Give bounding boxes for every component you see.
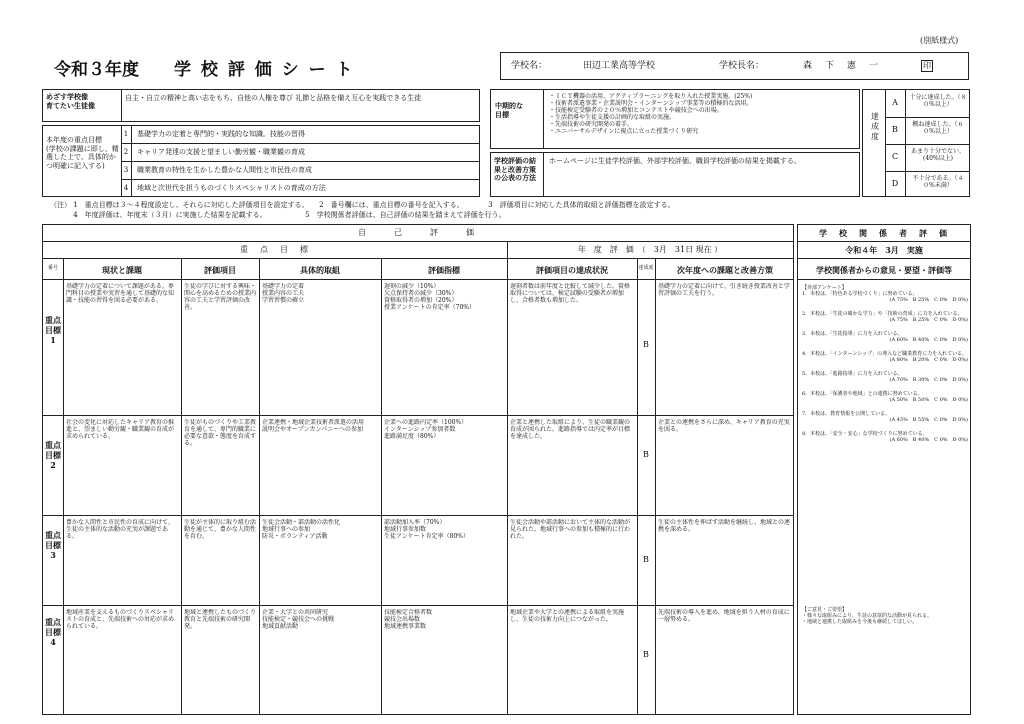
row-4-indicator: 技能検定合格者数 競技会出場数 地域連携事業数: [384, 609, 433, 630]
row-1-status: 遅刻者数は前年度と比較して減少した。資格取得については、検定試験の受験者が増加し、合格者数も増加した。: [510, 283, 631, 304]
row-1-next: 基礎学力の定着に向けて、引き続き授業改善と学習評価の工夫を行う。: [658, 283, 790, 297]
survey-title: 【外部アンケート】: [802, 285, 847, 291]
focus-no-3: 3: [123, 166, 129, 174]
stakeholder-col: 学校関係者からの意見・要望・評価等: [816, 265, 952, 275]
publication-text: ホームページに生徒学校評価、外部学校評価、職員学校評価の結果を掲載する。: [549, 157, 801, 165]
title-year: 令和３年度: [54, 60, 139, 80]
row-4-issue: 地域産業を支えるものづくりスペシャリストの育成と、先端技術への対応が求められている。: [66, 609, 175, 630]
opinion-line: ・様々な取組みにより、生徒の意欲的な活動が見られる。: [802, 613, 933, 619]
survey-line: (A 70% B 30% C 0% D 0%): [884, 377, 968, 383]
grading-box: [862, 89, 970, 197]
row-label-1: 重点目標1: [45, 315, 61, 345]
col-indicator: 評価指標: [428, 265, 460, 275]
midterm-box: [490, 89, 860, 149]
focus-box: [42, 125, 480, 197]
row-3-grade: B: [643, 555, 649, 564]
stakeholder-date: 令和４年 3月 実施: [845, 245, 923, 255]
row-4-status: 地域企業や大学との連携による取組を実施し、生徒の技術力向上につながった。: [510, 609, 625, 623]
stakeholder-panel: [797, 224, 971, 715]
col-item: 評価項目: [204, 265, 236, 275]
row-3-issue: 豊かな人間性と市民性の育成に向けて、生徒の主体的な活動の充実が課題である。: [66, 519, 174, 540]
school-name: 田辺工業高等学校: [583, 61, 656, 71]
survey-line: (A 60% B 40% C 0% D 0%): [884, 337, 968, 343]
survey-line: 3．本校は、「生徒指導」に力を入れている。: [802, 331, 903, 337]
row-3-next: 生徒の主体性を伸ばす活動を継続し、地域との連携を深める。: [658, 519, 791, 533]
col-grade: 達成度: [638, 265, 654, 271]
seal-mark: 印: [923, 61, 931, 70]
row-3-indicator: 部活動加入率（70%） 地域行事参加数 生徒アンケート肯定率（80%）: [384, 519, 469, 540]
survey-line: (A 45% B 55% C 0% D 0%): [884, 417, 968, 423]
publication-box: [490, 152, 860, 197]
survey-section: [802, 285, 968, 443]
principal-name: 森 下 憲 一: [803, 61, 881, 71]
row-2-next: 企業との連携をさらに深め、キャリア教育の充実を図る。: [658, 419, 790, 433]
focus-item-2: キャリア発達の支援と望ましい勤労観・職業観の育成: [137, 148, 305, 156]
row-4-item: 地域と連携したものづくり教育と先端技術の研究開発。: [184, 609, 257, 630]
col-issue: 現状と課題: [102, 265, 142, 275]
row-1-grade: B: [643, 340, 649, 349]
row-2-issue: 社会の変化に対応したキャリア教育の推進と、望ましい勤労観・職業観の育成が求められている。: [66, 419, 175, 440]
col-status: 評価項目の達成状況: [536, 265, 608, 275]
opinion-line: ・地域と連携した取組みを今後も継続してほしい。: [802, 619, 918, 625]
survey-line: (A 60% B 40% C 0% D 0%): [884, 437, 968, 443]
row-1-indicator: 遅刻の減少（10%） 欠点保持者の減少（30%） 資格取得者の増加（20%） 授業アンケートの肯定率（70%）: [384, 283, 475, 311]
row-3-item: 生徒が主体的に取り組む活動を通じて、豊かな人間性を育む。: [184, 519, 257, 540]
grade-b-desc: 概ね達成した。（６０%以上）: [912, 121, 964, 135]
focus-item-1: 基礎学力の定着と専門的・実践的な知識。技能の習得: [137, 130, 305, 138]
focus-item-4: 地域と次世代を担うものづくりスペシャリストの育成の方法: [137, 184, 326, 192]
row-label-4: 重点目標4: [45, 617, 61, 647]
self-eval-header: 自 己 評 価: [358, 228, 478, 237]
row-4-action: 企業・大学との共同研究 技能検定・競技会への挑戦 地域貢献活動: [262, 609, 335, 630]
survey-line: 5．本校は、「進路指導」に力を入れている。: [802, 371, 903, 377]
grade-a-desc: 十分に達成した。（８０%以上）: [909, 94, 967, 108]
midterm-list: [549, 93, 855, 135]
row-label-2: 重点目標2: [45, 440, 61, 470]
grading-side-label: 達成度: [871, 112, 879, 141]
midterm-item: ・生活指導や生徒支援の計画的な取組の実施。: [549, 114, 676, 121]
row-3-action: 生徒会活動・部活動の活性化 地域行事への参加 防災・ボランティア活動: [262, 519, 341, 540]
focus-no-4: 4: [123, 184, 129, 192]
focus-label: 本年度の重点目標 (学校の課題に即し、精選した上で、具体的かつ明確に記入する): [46, 136, 119, 170]
opinion-title: 【ご意見・ご要望】: [802, 607, 848, 613]
row-label-3: 重点目標3: [45, 530, 61, 560]
row-3-status: 生徒会活動や部活動において主体的な活動が見られた。地域行事への参加も積極的に行われた。: [510, 519, 631, 540]
row-2-item: 生徒がものづくりや工業教育を通して、専門的職業に必要な意欲・態度を育成する。: [184, 419, 257, 447]
col-next: 次年度への課題と改善方策: [677, 265, 773, 275]
survey-line: 1．本校は、「特色ある学校づくり」に努めている。: [802, 291, 918, 297]
grade-d: D: [891, 179, 899, 188]
row-1-action: 基礎学力の定着 授業内容の工夫 学習習慣の確立: [262, 283, 305, 304]
midterm-item: ・技能検定受験者の２０％増加とコンテストや競技会への出場。: [549, 107, 723, 114]
goal-box: [42, 89, 480, 122]
survey-line: 8．本校は、「安全・安心」な学校づくりに努めている。: [802, 431, 928, 437]
year-eval-header: 年 度 評 価 （ 3月 31日 現在 ）: [577, 245, 723, 254]
survey-line: (A 75% B 25% C 0% D 0%): [884, 297, 968, 303]
note-line-1: （注） 1 重点目標は３～４程度設定し、それらに対応した評価項目を設定する。 2 番号欄には、重点目標の番号を記入する。 3 評価項目に対応した具体的取組と評価指標を設定する。: [50, 201, 675, 209]
survey-line: 4．本校は、「インターンシップ」の導入など職業教育に力を入れている。: [802, 351, 968, 357]
focus-no-1: 1: [123, 130, 129, 138]
self-eval-table: [42, 224, 794, 715]
midterm-item: ・技術者派遣事業・企業説明会・インターンシップ事業等の積極的な活用。: [549, 100, 753, 107]
row-2-status: 企業と連携した取組により、生徒の職業観の育成が図られた。進路指導では内定率が目標を達成した。: [510, 419, 631, 440]
focus-item-3: 職業教育の特性を生かした豊かな人間性と市民性の育成: [137, 166, 312, 174]
survey-line: 6．本校は、「保護者や地域」との連携に努めている。: [802, 391, 923, 397]
focus-no-2: 2: [123, 148, 129, 156]
midterm-label: 中期的な 目標: [495, 102, 523, 119]
row-1-item: 生徒の学びに対する興味・関心を高めるための授業内容の工夫と学習評価の改善。: [184, 283, 257, 311]
col-action: 具体的取組: [300, 265, 340, 275]
grade-d-desc: 不十分である。（４０%未満）: [912, 175, 964, 189]
grade-b: B: [892, 125, 898, 134]
opinion-section: [802, 607, 968, 625]
midterm-item: ・ＩＣＴ機器の活用、アクティブラーニングを取り入れた授業実施。(25%): [549, 93, 753, 100]
school-box: [500, 52, 969, 80]
survey-line: (A 50% B 50% C 0% D 0%): [884, 397, 968, 403]
grade-c-desc: あまり十分でない。(40%以上): [910, 148, 965, 162]
goal-label: めざす学校像 育てたい生徒像: [46, 93, 95, 110]
note-line-2: 4 年度評価は、年度末（３月）に実施した結果を記載する。 5 学校関係者評価は、自己評価の結果を踏まえて評価を行う。: [50, 211, 506, 219]
grade-a: A: [892, 98, 898, 107]
row-4-grade: B: [643, 650, 649, 659]
survey-line: (A 75% B 25% C 0% D 0%): [884, 317, 968, 323]
midterm-item: ・先端技術の研究開発の着手。: [549, 121, 634, 128]
survey-line: 7．本校は、教育情報を公開している。: [802, 411, 891, 417]
survey-line: (A 80% B 20% C 0% D 0%): [884, 357, 968, 363]
row-2-indicator: 企業への進路内定率（100%） インターンシップ参加者数 進路満足度（80%）: [384, 419, 468, 440]
principal-label: 学校長名：: [719, 61, 765, 71]
page-title: 学 校 評 価 シ ー ト: [174, 60, 355, 80]
row-2-action: 企業連携・地域企業技術者派遣の活用 説明会やオープンカンパニーへの参加: [262, 419, 365, 433]
survey-line: 2．本校は、「生徒の確かな学力」や「技術の育成」に力を入れている。: [802, 311, 963, 317]
stakeholder-header: 学 校 関 係 者 評 価: [819, 228, 949, 238]
school-label: 学校名：: [511, 61, 548, 71]
plan-header: 重 点 目 標: [240, 245, 310, 254]
midterm-item: ・ユニバーサルデザインに視点に立った授業づくり研究: [549, 128, 699, 135]
col-no: 番号: [47, 265, 58, 271]
form-label: (別紙様式): [920, 36, 959, 45]
goal-text: 自主・自立の精神と高い志をもち、自他の人権を尊び 礼節と品格を備え互心を実践できる生徒: [125, 94, 422, 102]
publication-label: 学校評価の結果と改善方策の公表の方法: [494, 157, 536, 182]
row-4-next: 先端技術の導入を進め、地域を担う人材の育成に一層努める。: [658, 609, 790, 623]
row-1-issue: 基礎学力の定着について課題がある。専門科目の授業や実習を通して基礎的な知識・技能の習得を図る必要がある。: [66, 283, 175, 304]
grade-c: C: [891, 152, 899, 161]
row-2-grade: B: [643, 450, 649, 459]
